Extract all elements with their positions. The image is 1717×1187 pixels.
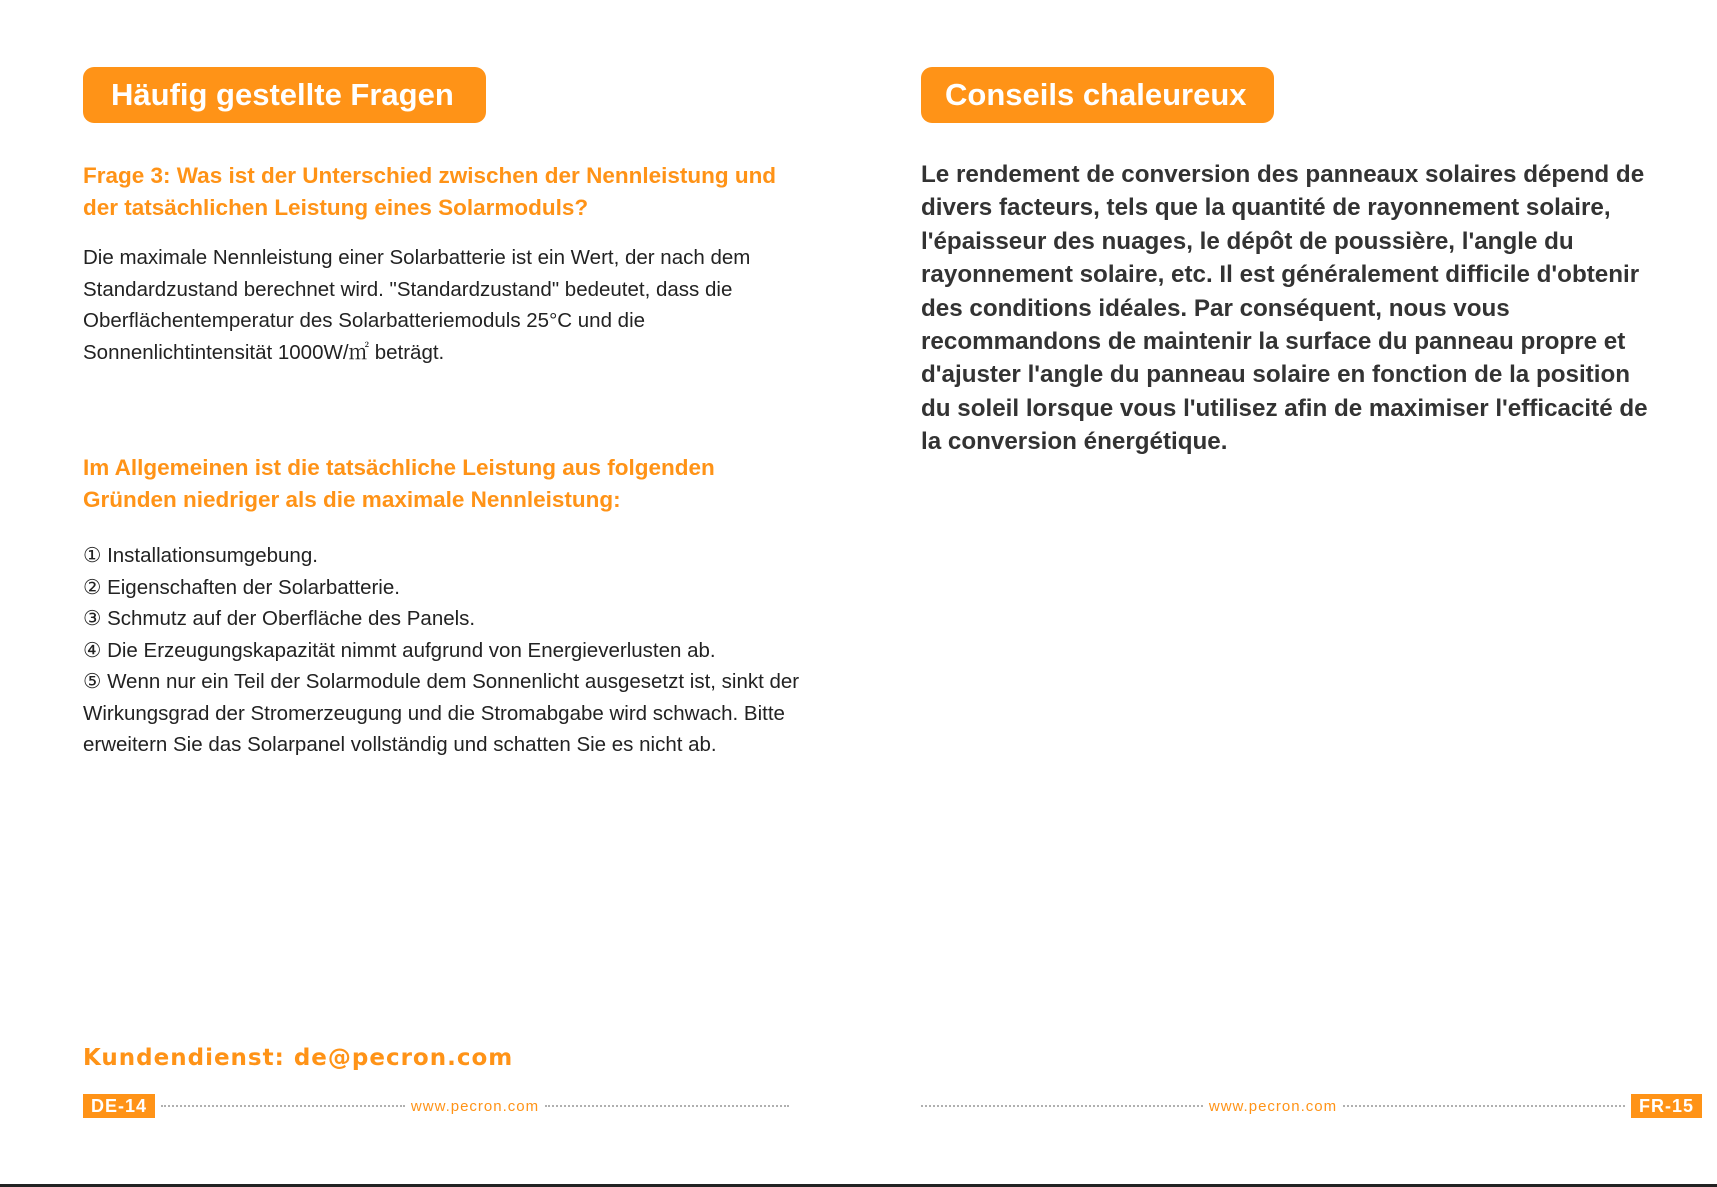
website-url: www.pecron.com bbox=[1208, 1097, 1338, 1115]
right-footer bbox=[921, 1094, 1702, 1118]
tips-paragraph: Le rendement de conversion des panneaux solaires dépend de divers facteurs, tels que la quantité de rayonnement solaire, l'épaisseur des nuages, le dépôt de poussière, l'angle du rayonnement solaire, etc. Il est généralement difficile d'obtenir des conditions idéales. Par conséquent, nous vous recommandons de maintenir la surface du panneau propre et d'ajuster l'angle du panneau solaire en fonction de la position du soleil lorsque vous l'utilisez afin de maximiser l'efficacité de la conversion énergétique. bbox=[921, 161, 1648, 456]
list-item: ④ Die Erzeugungskapazität nimmt aufgrund von Energieverlusten ab. bbox=[83, 638, 716, 662]
list-item: ② Eigenschaften der Solarbatterie. bbox=[83, 575, 400, 599]
customer-service-email: Kundendienst: de@pecron.com bbox=[83, 1045, 514, 1071]
dotted-divider bbox=[1343, 1105, 1625, 1107]
dotted-divider bbox=[921, 1105, 1203, 1107]
page-number: DE-14 bbox=[83, 1094, 155, 1118]
right-page bbox=[858, 0, 1717, 1187]
reasons-title: Im Allgemeinen ist die tatsächliche Leistung aus folgenden Gründen niedriger als die maximale Nennleistung: bbox=[83, 455, 715, 512]
list-item: ⑤ Wenn nur ein Teil der Solarmodule dem Sonnenlicht ausgesetzt ist, sinkt der Wirkungsgrad der Stromerzeugung und die Stromabgabe wird schwach. Bitte erweitern Sie das Solarpanel vollständig und schatten Sie es nicht ab. bbox=[83, 670, 800, 756]
left-page bbox=[0, 0, 858, 1187]
list-item: ① Installationsumgebung. bbox=[83, 544, 318, 567]
rated-power-paragraph: Die maximale Nennleistung einer Solarbatterie ist ein Wert, der nach dem Standardzustand berechnet wird. "Standardzustand" bedeutet, dass die Oberflächentemperatur des Solarbatteriemoduls 25°C und die Sonnenlichtintensität 1000W/㎡ beträgt. bbox=[83, 246, 751, 364]
faq-heading: Häufig gestellte Fragen bbox=[83, 67, 486, 123]
page-number: FR-15 bbox=[1631, 1094, 1702, 1118]
question-title: Frage 3: Was ist der Unterschied zwischen der Nennleistung und der tatsächlichen Leistung eines Solarmoduls? bbox=[83, 163, 777, 220]
left-footer bbox=[83, 1094, 795, 1118]
tips-heading: Conseils chaleureux bbox=[921, 67, 1274, 123]
list-item: ③ Schmutz auf der Oberfläche des Panels. bbox=[83, 607, 476, 630]
reasons-list bbox=[83, 540, 803, 761]
dotted-divider bbox=[545, 1105, 789, 1107]
dotted-divider bbox=[161, 1105, 405, 1107]
website-url: www.pecron.com bbox=[410, 1097, 540, 1115]
